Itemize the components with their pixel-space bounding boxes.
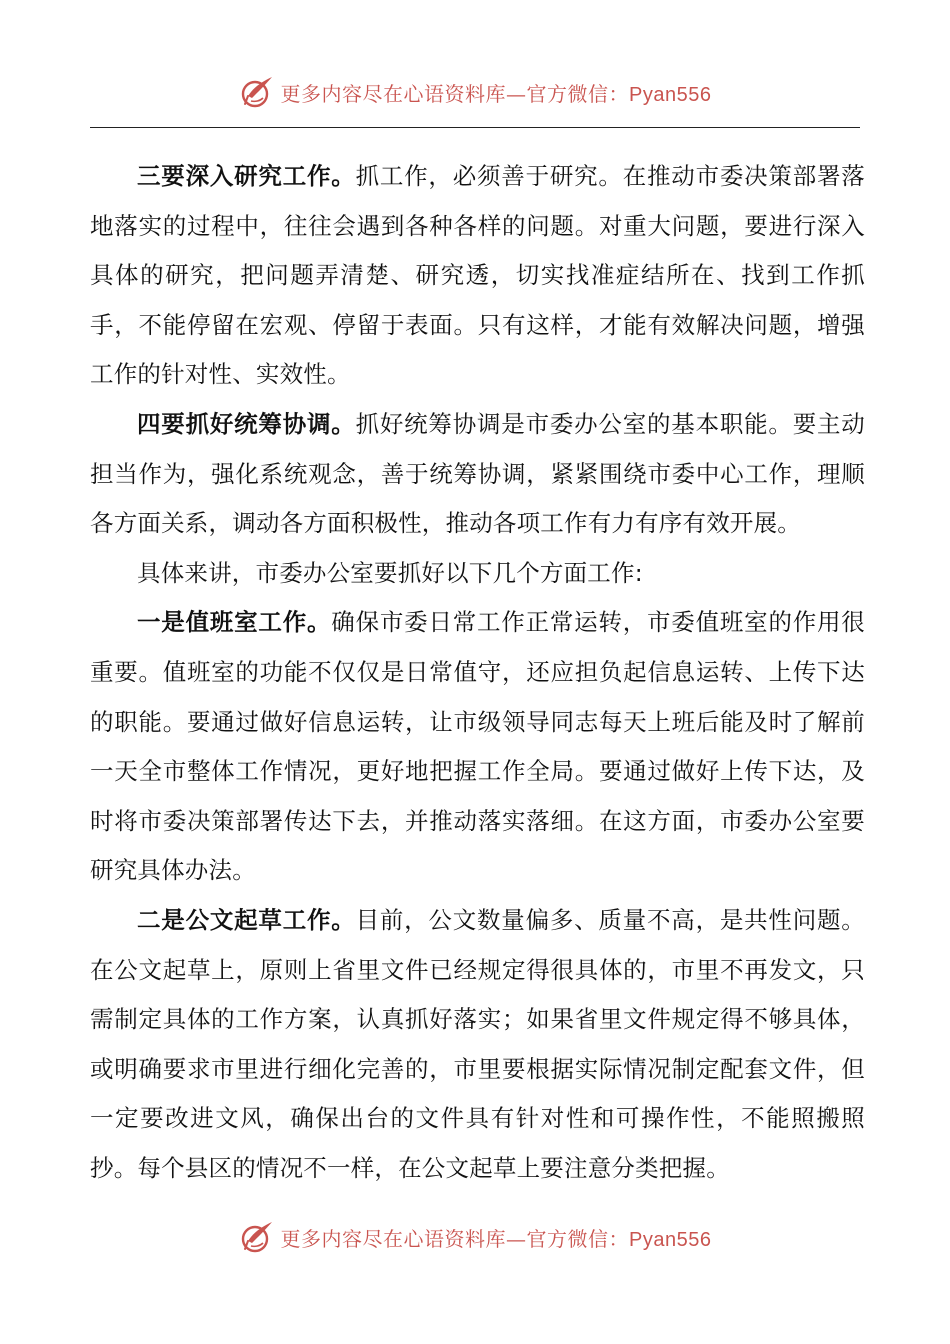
paragraph-research — [90, 152, 865, 400]
paragraph-text: 确保市委日常工作正常运转，市委值班室的作用很重要。值班室的功能不仅仅是日常值守，还应担负起信息运转、上传下达的职能。要通过做好信息运转，让市级领导同志每天上班后能及时了解前一天全市整体工作情况，更好地把握工作全局。要通过做好上传下达，及时将市委决策部署传达下去，并推动落实落细。在这方面，市委办公室要研究具体办法。 — [90, 608, 865, 885]
paragraph-heading: 四要抓好统筹协调。 — [137, 409, 356, 438]
paragraph-duty-room — [90, 598, 865, 896]
paragraph-heading: 二是公文起草工作。 — [137, 905, 356, 934]
footer-wechat-id: Pyan556 — [629, 1228, 712, 1251]
header-banner — [0, 70, 950, 114]
footer-banner — [0, 1215, 950, 1259]
paragraph-text: 目前，公文数量偏多、质量不高，是共性问题。在公文起草上，原则上省里文件已经规定得很具体的，市里不再发文，只需制定具体的工作方案，认真抓好落实；如果省里文件规定得不够具体，或明确要求市里进行细化完善的，市里要根据实际情况制定配套文件，但一定要改进文风，确保出台的文件具有针对性和可操作性，不能照搬照抄。每个县区的情况不一样，在公文起草上要注意分类把握。 — [90, 905, 865, 1182]
document-body — [90, 152, 865, 1193]
quill-pen-logo-icon — [239, 1219, 275, 1255]
quill-pen-logo-icon — [239, 74, 275, 110]
paragraph-coordination — [90, 400, 865, 549]
header-divider — [90, 127, 860, 128]
footer-banner-text: 更多内容尽在心语资料库—官方微信：Pyan556 — [280, 1226, 712, 1251]
header-banner-text: 更多内容尽在心语资料库—官方微信：Pyan556 — [280, 81, 712, 106]
paragraph-intro — [90, 549, 865, 599]
paragraph-text: 抓好统筹协调是市委办公室的基本职能。要主动担当作为，强化系统观念，善于统筹协调，紧紧围绕市委中心工作，理顺各方面关系，调动各方面积极性，推动各项工作有力有序有效开展。 — [90, 409, 865, 538]
header-wechat-id: Pyan556 — [629, 83, 712, 106]
paragraph-text: 抓工作，必须善于研究。在推动市委决策部署落地落实的过程中，往往会遇到各种各样的问题。对重大问题，要进行深入具体的研究，把问题弄清楚、研究透，切实找准症结所在、找到工作抓手，不能停留在宏观、停留于表面。只有这样，才能有效解决问题，增强工作的针对性、实效性。 — [90, 162, 865, 389]
paragraph-heading: 三要深入研究工作。 — [137, 162, 356, 190]
paragraph-text: 具体来讲，市委办公室要抓好以下几个方面工作: — [137, 558, 643, 587]
paragraph-heading: 一是值班室工作。 — [137, 608, 332, 637]
paragraph-document-drafting — [90, 896, 865, 1194]
